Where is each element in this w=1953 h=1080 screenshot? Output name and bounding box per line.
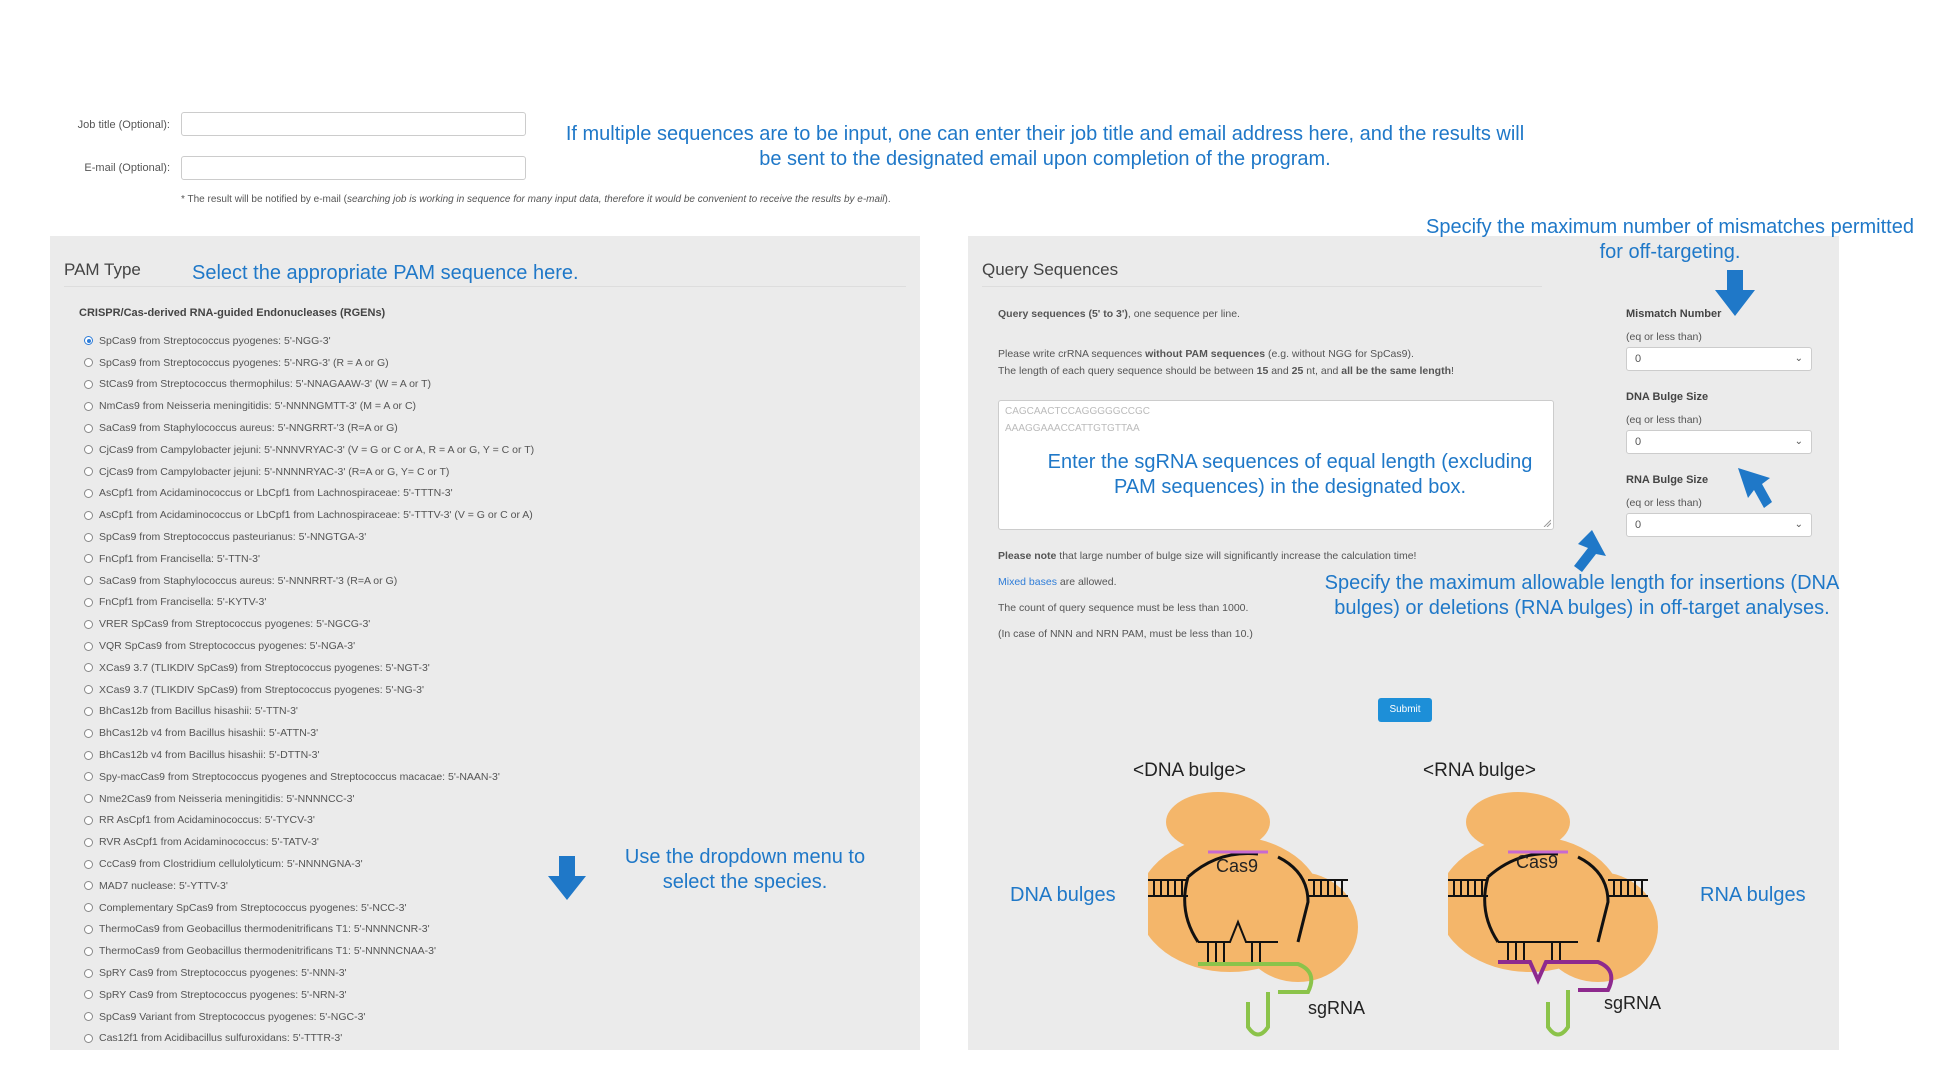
radio-button[interactable]: [84, 925, 93, 934]
pam-option[interactable]: [84, 461, 534, 483]
radio-button[interactable]: [84, 903, 93, 912]
pam-option[interactable]: [84, 766, 534, 788]
radio-button[interactable]: [84, 1034, 93, 1043]
pam-option[interactable]: [84, 701, 534, 723]
annotation-bulge: Specify the maximum allowable length for insertions (DNA bulges) or deletions (RNA bulges) in off-target analyses.: [1324, 572, 1840, 619]
pam-option[interactable]: [84, 722, 534, 744]
pam-option-label: SaCas9 from Staphylococcus aureus: 5'-NNNRRT-'3 (R=A or G): [99, 574, 398, 587]
chevron-down-icon: ⌄: [1794, 436, 1803, 447]
query-header: Query sequences (5' to 3'), one sequence per line.: [998, 308, 1240, 320]
pam-option[interactable]: [84, 984, 534, 1006]
radio-button[interactable]: [84, 881, 93, 890]
radio-button[interactable]: [84, 402, 93, 411]
annotation-rna-bulges: RNA bulges: [1700, 884, 1806, 906]
pam-option-label: SpCas9 from Streptococcus pasteurianus: 5'-NNGTGA-3': [99, 531, 367, 544]
arrow-up-icon: [1736, 466, 1776, 510]
pam-option[interactable]: [84, 548, 534, 570]
dna-sgrna-label: sgRNA: [1308, 998, 1366, 1018]
pam-option-label: SpCas9 from Streptococcus pyogenes: 5'-NRG-3' (R = A or G): [99, 356, 389, 369]
annotation-sgrna: Enter the sgRNA sequences of equal length (excluding PAM sequences) in the designated box.: [1047, 451, 1533, 498]
pam-title-divider: [64, 286, 906, 287]
pam-option[interactable]: [84, 679, 534, 701]
mismatch-label: Mismatch Number: [1626, 308, 1722, 320]
radio-button[interactable]: [84, 838, 93, 847]
radio-button[interactable]: [84, 1012, 93, 1021]
pam-option-label: BhCas12b v4 from Bacillus hisashii: 5'-ATTN-3': [99, 727, 319, 740]
rna-bulge-select[interactable]: 0 ⌄: [1626, 513, 1812, 537]
rna-bulge-sub: (eq or less than): [1626, 497, 1702, 509]
pam-option[interactable]: [84, 613, 534, 635]
radio-button[interactable]: [84, 794, 93, 803]
pam-option[interactable]: [84, 526, 534, 548]
dna-bulge-title: <DNA bulge>: [1133, 760, 1247, 781]
pam-option-label: XCas9 3.7 (TLIKDIV SpCas9) from Streptococcus pyogenes: 5'-NGT-3': [99, 661, 430, 674]
radio-button[interactable]: [84, 533, 93, 542]
pam-option[interactable]: [84, 1028, 534, 1050]
radio-button[interactable]: [84, 969, 93, 978]
pam-type-title: PAM Type: [64, 260, 141, 279]
pam-option[interactable]: [84, 657, 534, 679]
pam-option[interactable]: [84, 330, 534, 352]
radio-button[interactable]: [84, 729, 93, 738]
pam-option[interactable]: [84, 853, 534, 875]
pam-option-label: VQR SpCas9 from Streptococcus pyogenes: 5'-NGA-3': [99, 640, 356, 653]
dna-bulge-select[interactable]: 0 ⌄: [1626, 430, 1812, 454]
chevron-down-icon: ⌄: [1794, 353, 1803, 364]
dna-cas9-label: Cas9: [1216, 856, 1259, 876]
pam-option[interactable]: [84, 352, 534, 374]
rna-bulge-title: <RNA bulge>: [1423, 760, 1537, 781]
annotation-species-dropdown: Use the dropdown menu to select the species.: [624, 846, 866, 893]
pam-option[interactable]: [84, 483, 534, 505]
pam-option-label: RVR AsCpf1 from Acidaminococcus: 5'-TATV-3': [99, 836, 319, 849]
job-title-label: Job title (Optional):: [77, 119, 170, 131]
chevron-down-icon: ⌄: [1794, 519, 1803, 530]
pam-option-label: ThermoCas9 from Geobacillus thermodenitrificans T1: 5'-NNNNCNAA-3': [99, 945, 437, 958]
pam-option[interactable]: [84, 417, 534, 439]
pam-option-label: RR AsCpf1 from Acidaminococcus: 5'-TYCV-3': [99, 814, 315, 827]
radio-button[interactable]: [84, 685, 93, 694]
radio-button[interactable]: [84, 707, 93, 716]
count-note: The count of query sequence must be less than 1000.: [998, 602, 1249, 614]
annotation-pam-select: Select the appropriate PAM sequence here.: [192, 262, 579, 284]
pam-option[interactable]: [84, 744, 534, 766]
radio-button[interactable]: [84, 380, 93, 389]
pam-option-label: FnCpf1 from Francisella: 5'-KYTV-3': [99, 596, 267, 609]
radio-button[interactable]: [84, 554, 93, 563]
radio-button[interactable]: [84, 358, 93, 367]
radio-button[interactable]: [84, 816, 93, 825]
pam-option[interactable]: [84, 592, 534, 614]
textarea-placeholder-2: AAAGGAAACCATTGTGTTAA: [1005, 423, 1140, 434]
email-notice: * The result will be notified by e-mail (searching job is working in sequence for many input data, therefore it would be convenient to receive the results by e-mail).: [181, 194, 891, 205]
pam-option[interactable]: [84, 831, 534, 853]
instruction-line-1: Please write crRNA sequences without PAM sequences (e.g. without NGG for SpCas9).: [998, 348, 1414, 360]
nnn-note: (In case of NNN and NRN PAM, must be less than 10.): [998, 628, 1253, 640]
radio-button[interactable]: [84, 576, 93, 585]
pam-option[interactable]: [84, 395, 534, 417]
pam-option-list: [84, 330, 534, 1049]
pam-option-label: BhCas12b from Bacillus hisashii: 5'-TTN-3': [99, 705, 298, 718]
pam-option-label: SpCas9 from Streptococcus pyogenes: 5'-NGG-3': [99, 334, 331, 347]
email-label: E-mail (Optional):: [84, 162, 170, 174]
pam-option-label: CjCas9 from Campylobacter jejuni: 5'-NNNVRYAC-3' (V = G or C or A, R = A or G, Y = C or T): [99, 443, 535, 456]
pam-option-label: SaCas9 from Staphylococcus aureus: 5'-NNGRRT-'3 (R=A or G): [99, 422, 398, 435]
pam-option[interactable]: [84, 439, 534, 461]
pam-option-label: ThermoCas9 from Geobacillus thermodenitrificans T1: 5'-NNNNCNR-3': [99, 923, 430, 936]
radio-button[interactable]: [84, 947, 93, 956]
dna-bulge-sub: (eq or less than): [1626, 414, 1702, 426]
radio-button[interactable]: [84, 467, 93, 476]
pam-option[interactable]: [84, 1006, 534, 1028]
rna-bulge-label: RNA Bulge Size: [1626, 474, 1709, 486]
radio-button[interactable]: [84, 751, 93, 760]
pam-option-label: SpRY Cas9 from Streptococcus pyogenes: 5'-NNN-3': [99, 967, 347, 979]
pam-option-label: NmCas9 from Neisseria meningitidis: 5'-NNNNGMTT-3' (M = A or C): [99, 400, 417, 413]
arrow-down-icon: [546, 856, 588, 902]
pam-option-label: SpCas9 Variant from Streptococcus pyogenes: 5'-NGC-3': [99, 1010, 366, 1023]
pam-option-label: BhCas12b v4 from Bacillus hisashii: 5'-DTTN-3': [99, 749, 320, 762]
mismatch-sub: (eq or less than): [1626, 331, 1702, 343]
pam-option-label: FnCpf1 from Francisella: 5'-TTN-3': [99, 552, 260, 565]
pam-option[interactable]: [84, 570, 534, 592]
pam-option[interactable]: [84, 940, 534, 962]
pam-option-label: Cas12f1 from Acidibacillus sulfuroxidans: 5'-TTTR-3': [99, 1032, 343, 1045]
pam-option-label: SpRY Cas9 from Streptococcus pyogenes: 5'-NRN-3': [99, 988, 347, 1001]
pam-option[interactable]: [84, 897, 534, 919]
arrow-up-icon: [1568, 530, 1608, 574]
rna-sgrna-label: sgRNA: [1604, 993, 1662, 1013]
radio-button[interactable]: [84, 336, 93, 345]
textarea-placeholder-1: CAGCAACTCCAGGGGGCCGC: [1005, 406, 1151, 417]
annotation-dna-bulges: DNA bulges: [1010, 884, 1116, 906]
pam-option-label: AsCpf1 from Acidaminococcus or LbCpf1 from Lachnospiraceae: 5'-TTTN-3': [99, 487, 453, 500]
pam-option[interactable]: [84, 504, 534, 526]
instruction-line-2: The length of each query sequence should be between 15 and 25 nt, and all be the same length!: [998, 365, 1454, 377]
pam-option[interactable]: [84, 919, 534, 941]
radio-button[interactable]: [84, 511, 93, 520]
pam-option-label: AsCpf1 from Acidaminococcus or LbCpf1 from Lachnospiraceae: 5'-TTTV-3' (V = G or C or A): [99, 509, 533, 522]
submit-button[interactable]: Submit: [1378, 698, 1432, 722]
radio-button[interactable]: [84, 990, 93, 999]
radio-button[interactable]: [84, 663, 93, 672]
radio-button[interactable]: [84, 489, 93, 498]
query-title-divider: [982, 286, 1542, 287]
pam-option-label: VRER SpCas9 from Streptococcus pyogenes: 5'-NGCG-3': [99, 618, 371, 631]
radio-button[interactable]: [84, 772, 93, 781]
radio-button[interactable]: [84, 860, 93, 869]
query-panel: [968, 236, 1839, 1050]
rna-cas9-label: Cas9: [1516, 852, 1559, 872]
pam-option-label: Complementary SpCas9 from Streptococcus pyogenes: 5'-NCC-3': [99, 901, 407, 914]
annotation-mismatch: Specify the maximum number of mismatches permitted for off-targeting.: [1426, 216, 1914, 263]
annotation-email-info: If multiple sequences are to be input, one can enter their job title and email address here, and the results will be sent to the designated email upon completion of the program.: [565, 123, 1525, 170]
arrow-down-icon: [1713, 270, 1757, 318]
mismatch-select[interactable]: 0 ⌄: [1626, 347, 1812, 371]
pam-option[interactable]: [84, 810, 534, 832]
pam-option[interactable]: [84, 962, 534, 984]
pam-option[interactable]: [84, 374, 534, 396]
radio-button[interactable]: [84, 445, 93, 454]
pam-option-label: StCas9 from Streptococcus thermophilus: 5'-NNAGAAW-3' (W = A or T): [99, 378, 432, 391]
pam-option-label: MAD7 nuclease: 5'-YTTV-3': [99, 879, 228, 892]
radio-button[interactable]: [84, 620, 93, 629]
query-title: Query Sequences: [982, 260, 1119, 279]
rgen-section-header: CRISPR/Cas-derived RNA-guided Endonucleases (RGENs): [79, 307, 386, 319]
mixed-bases-link[interactable]: Mixed bases: [998, 576, 1057, 588]
pam-option-label: XCas9 3.7 (TLIKDIV SpCas9) from Streptococcus pyogenes: 5'-NG-3': [99, 683, 424, 696]
pam-option-label: Nme2Cas9 from Neisseria meningitidis: 5'-NNNNCC-3': [99, 792, 355, 805]
radio-button[interactable]: [84, 598, 93, 607]
pam-option[interactable]: [84, 788, 534, 810]
pam-option[interactable]: [84, 635, 534, 657]
mixed-bases-note: Mixed bases are allowed.: [998, 576, 1117, 588]
resize-handle-icon[interactable]: [1543, 519, 1551, 527]
pam-option-label: Spy-macCas9 from Streptococcus pyogenes and Streptococcus macacae: 5'-NAAN-3': [99, 770, 500, 783]
dna-bulge-label: DNA Bulge Size: [1626, 391, 1709, 403]
bulge-warning-note: Please note that large number of bulge size will significantly increase the calculation time!: [998, 550, 1417, 562]
pam-type-panel: [50, 236, 920, 1050]
job-title-input[interactable]: [181, 112, 526, 136]
radio-button[interactable]: [84, 642, 93, 651]
email-input[interactable]: [181, 156, 526, 180]
pam-option[interactable]: [84, 875, 534, 897]
pam-option-label: CjCas9 from Campylobacter jejuni: 5'-NNNNRYAC-3' (R=A or G, Y= C or T): [99, 465, 450, 478]
pam-option-label: CcCas9 from Clostridium cellulolyticum: 5'-NNNNGNA-3': [99, 858, 363, 871]
radio-button[interactable]: [84, 424, 93, 433]
